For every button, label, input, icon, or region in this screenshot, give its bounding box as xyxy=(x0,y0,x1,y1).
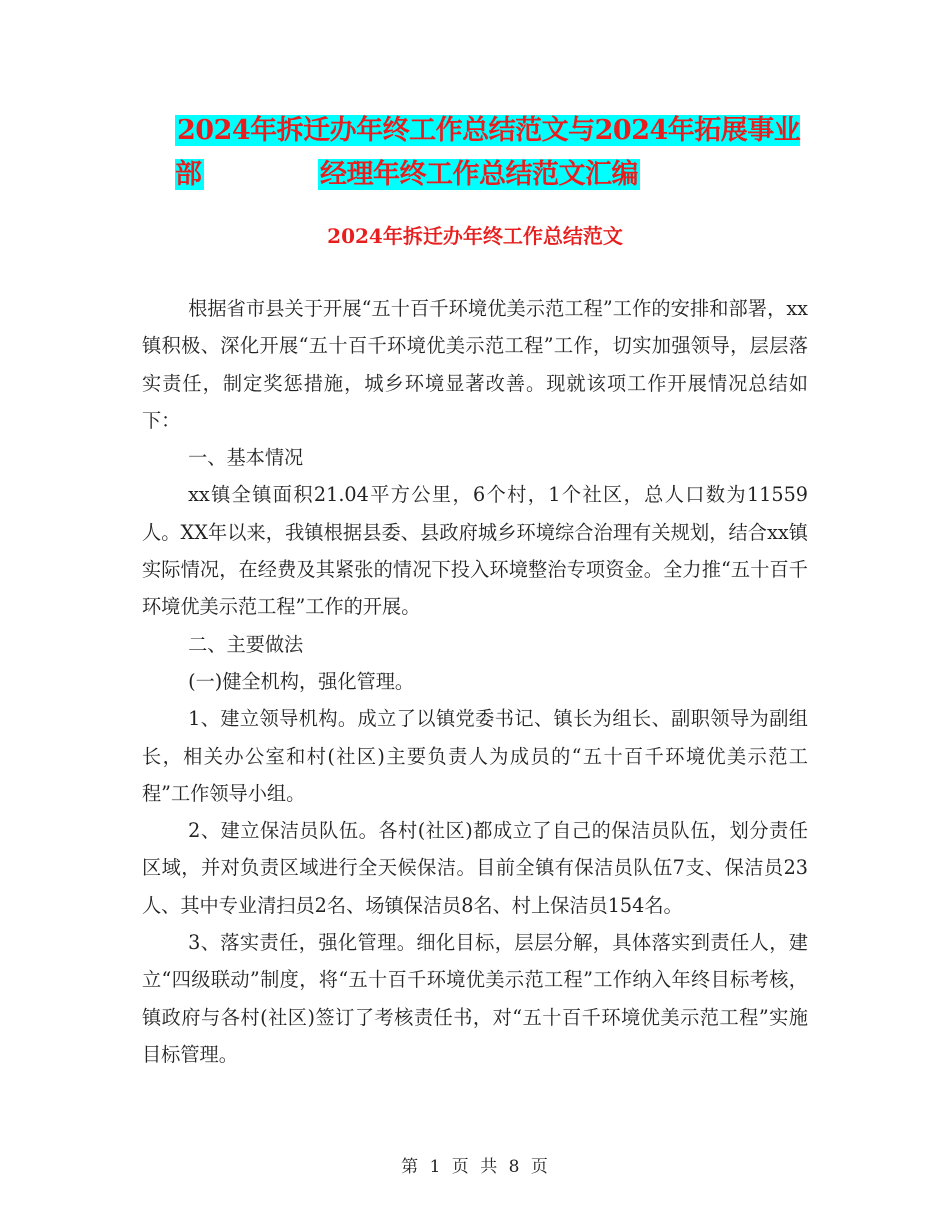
paragraph: xx镇全镇面积21.04平方公里，6个村，1个社区，总人口数为11559人。XX年以来，我镇根据县委、县政府城乡环境综合治理有关规划，结合xx镇实际情况，在经费及其紧张的情况下投入环境整治专项资金。全力推“五十百千环境优美示范工程”工作的开展。 xyxy=(142,483,808,619)
subsection-heading: (一)健全机构，强化管理。 xyxy=(188,669,415,693)
paragraph: 2、建立保洁员队伍。各村(社区)都成立了自己的保洁员队伍，划分责任区域，并对负责区域进行全天候保洁。目前全镇有保洁员队伍7支、保洁员23人、其中专业清扫员2名、场镇保洁员8名、村上保洁员154名。 xyxy=(142,819,808,917)
paragraph: 3、落实责任，强化管理。细化目标，层层分解，具体落实到责任人，建立“四级联动”制度，将“五十百千环境优美示范工程”工作纳入年终目标考核，镇政府与各村(社区)签订了考核责任书，对“五十百千环境优美示范工程”实施目标管理。 xyxy=(142,931,808,1066)
section-heading: 二、主要做法 xyxy=(188,632,304,656)
title-highlight: 经理年终工作总结范文汇编 xyxy=(320,159,638,190)
paragraph: 1、建立领导机构。成立了以镇党委书记、镇长为组长、副职领导为副组长，相关办公室和村(社区)主要负责人为成员的“五十百千环境优美示范工程”工作领导小组。 xyxy=(142,707,808,805)
page-footer: 第 1 页 共 8 页 xyxy=(401,1157,549,1177)
section-heading: 一、基本情况 xyxy=(188,446,304,470)
title-highlight: 2024年拆迁办年终工作总结范文与2024年拓展事业部 xyxy=(175,115,801,190)
document-body xyxy=(142,290,808,1073)
paragraph: 根据省市县关于开展“五十百千环境优美示范工程”工作的安排和部署，xx镇积极、深化开展“五十百千环境优美示范工程”工作，切实加强领导，层层落实责任，制定奖惩措施，城乡环境显著改善。现就该项工作开展情况总结如下： xyxy=(142,297,808,432)
section-title: 2024年拆迁办年终工作总结范文 xyxy=(327,224,623,248)
document-title-line-2 xyxy=(318,153,678,197)
